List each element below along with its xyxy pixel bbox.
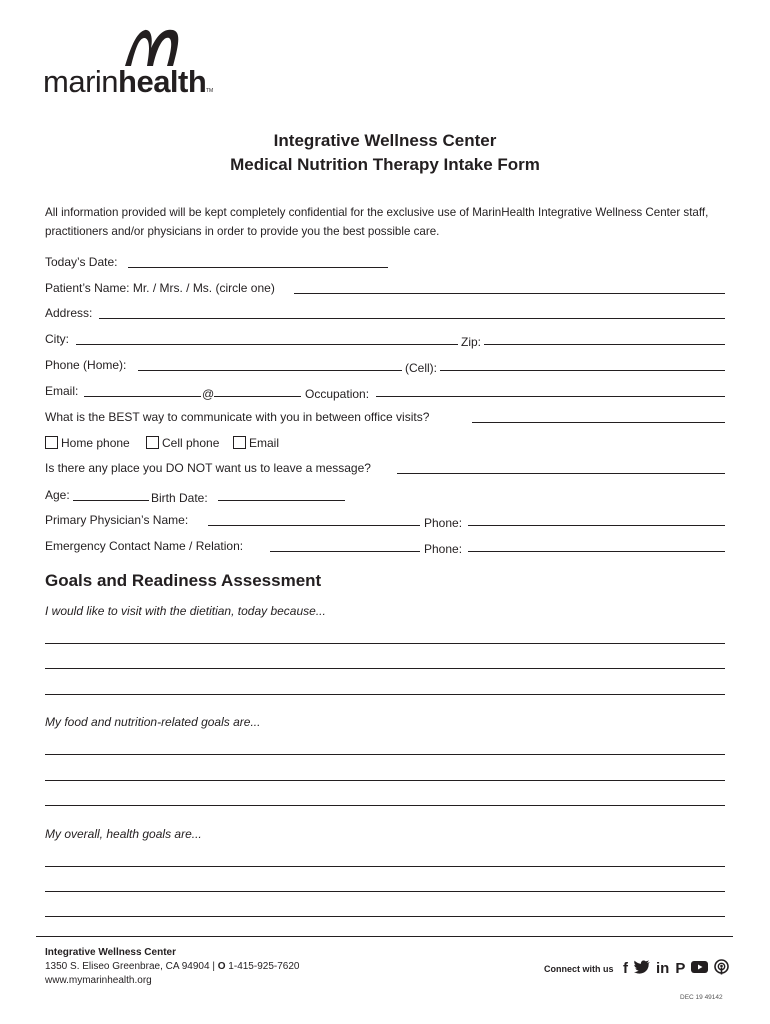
- best-way-input[interactable]: [472, 422, 725, 423]
- nutrition-goals-line-1[interactable]: [45, 754, 725, 755]
- todays-date-input[interactable]: [128, 267, 388, 268]
- podcast-icon[interactable]: [714, 959, 729, 980]
- cell-label: (Cell):: [405, 361, 437, 375]
- visit-reason-prompt: I would like to visit with the dietitian, today because...: [45, 604, 326, 618]
- confidentiality-notice: All information provided will be kept completely confidential for the exclusive use of MarinHealth Integrative Wellness Center staff, practitioners and/or physicians in order to provide you the best possible care.: [45, 206, 709, 238]
- linkedin-icon[interactable]: in: [656, 960, 670, 977]
- phone-home-input[interactable]: [138, 370, 402, 371]
- physician-phone-label: Phone:: [424, 516, 463, 530]
- email-domain-input[interactable]: [214, 396, 301, 397]
- city-input[interactable]: [76, 344, 458, 345]
- patient-name-label: Patient’s Name: Mr. / Mrs. / Ms. (circle one): [45, 281, 275, 295]
- emergency-phone-label: Phone:: [424, 542, 463, 556]
- home-phone-checkbox[interactable]: [45, 436, 58, 449]
- best-way-label: What is the BEST way to communicate with you in between office visits?: [45, 410, 430, 424]
- address-input[interactable]: [99, 318, 725, 319]
- age-label: Age:: [45, 488, 70, 502]
- health-goals-line-2[interactable]: [45, 891, 725, 892]
- occupation-input[interactable]: [376, 396, 725, 397]
- emergency-contact-label: Emergency Contact Name / Relation:: [45, 539, 244, 553]
- home-phone-option-label: Home phone: [61, 436, 130, 450]
- footer-divider: [36, 936, 733, 937]
- logo-mark-icon: [123, 26, 183, 68]
- email-checkbox[interactable]: [233, 436, 246, 449]
- address-label: Address:: [45, 306, 93, 320]
- nutrition-goals-line-2[interactable]: [45, 780, 725, 781]
- todays-date-label: Today’s Date:: [45, 255, 118, 269]
- footer-org: Integrative Wellness Center: [45, 947, 176, 958]
- social-links: [623, 960, 729, 978]
- footer-address-line: 1350 S. Eliseo Greenbrae, CA 94904 | O 1-415-925-7620: [45, 961, 300, 972]
- footer-website[interactable]: www.mymarinhealth.org: [45, 975, 152, 986]
- nutrition-goals-prompt: My food and nutrition-related goals are...: [45, 715, 261, 729]
- occupation-label: Occupation:: [305, 387, 370, 401]
- marinhealth-logo: [43, 26, 223, 99]
- birth-date-input[interactable]: [218, 500, 345, 501]
- twitter-icon[interactable]: [634, 960, 650, 979]
- no-message-label: Is there any place you DO NOT want us to leave a message?: [45, 461, 371, 475]
- phone-home-label: Phone (Home):: [45, 358, 127, 372]
- connect-with-us-label: Connect with us: [544, 964, 614, 974]
- email-label: Email:: [45, 384, 79, 398]
- visit-reason-line-2[interactable]: [45, 668, 725, 669]
- city-label: City:: [45, 332, 69, 346]
- goals-section-heading: Goals and Readiness Assessment: [45, 571, 322, 590]
- physician-phone-input[interactable]: [468, 525, 725, 526]
- facebook-icon[interactable]: f: [623, 960, 628, 977]
- zip-input[interactable]: [484, 344, 725, 345]
- cell-input[interactable]: [440, 370, 725, 371]
- patient-name-input[interactable]: [294, 293, 725, 294]
- primary-physician-input[interactable]: [208, 525, 420, 526]
- health-goals-line-1[interactable]: [45, 866, 725, 867]
- youtube-icon[interactable]: [691, 960, 708, 978]
- health-goals-prompt: My overall, health goals are...: [45, 827, 202, 841]
- form-title-line1: Integrative Wellness Center: [273, 131, 497, 150]
- age-input[interactable]: [73, 500, 149, 501]
- email-user-input[interactable]: [84, 396, 201, 397]
- nutrition-goals-line-3[interactable]: [45, 805, 725, 806]
- email-at-sign: @: [202, 387, 215, 401]
- health-goals-line-3[interactable]: [45, 916, 725, 917]
- form-code: DEC 19 49142: [680, 994, 723, 1001]
- cell-phone-option-label: Cell phone: [162, 436, 220, 450]
- emergency-contact-input[interactable]: [270, 551, 420, 552]
- zip-label: Zip:: [461, 335, 482, 349]
- visit-reason-line-1[interactable]: [45, 643, 725, 644]
- email-option-label: Email: [249, 436, 280, 450]
- primary-physician-label: Primary Physician’s Name:: [45, 513, 189, 527]
- logo-wordmark: marinhealth: [43, 64, 207, 99]
- emergency-phone-input[interactable]: [468, 551, 725, 552]
- cell-phone-checkbox[interactable]: [146, 436, 159, 449]
- form-title-line2: Medical Nutrition Therapy Intake Form: [230, 155, 540, 174]
- trademark: TM: [206, 88, 214, 94]
- footer-contact: [45, 946, 299, 988]
- pinterest-icon[interactable]: P: [675, 960, 686, 977]
- visit-reason-line-3[interactable]: [45, 694, 725, 695]
- birth-date-label: Birth Date:: [151, 491, 208, 505]
- no-message-input[interactable]: [397, 473, 725, 474]
